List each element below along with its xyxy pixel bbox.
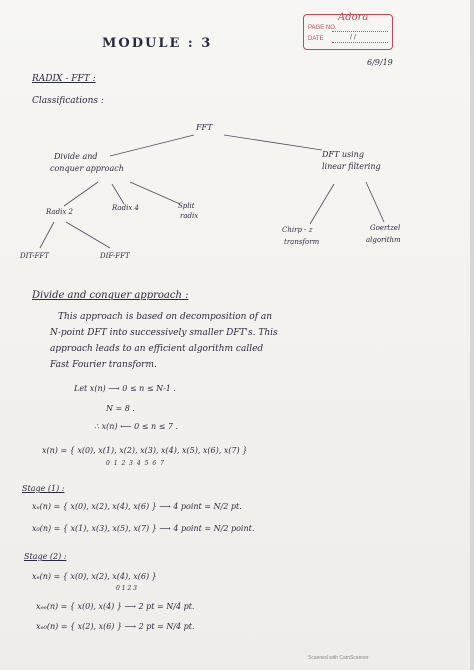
section-line-4: Fast Fourier transform. xyxy=(50,360,157,370)
section-line-3: approach leads to an efficient algorithm called xyxy=(50,344,264,354)
classifications-label: Classifications : xyxy=(32,96,104,106)
tree-dit: DIT-FFT xyxy=(20,252,49,260)
radix-heading: RADIX - FFT : xyxy=(32,74,96,84)
tree-root: FFT xyxy=(196,123,213,132)
section-line-2: N-point DFT into successively smaller DFT's. This xyxy=(50,328,278,338)
tree-goertzel-1: Goertzel xyxy=(370,224,401,232)
math-range: ∴ x(n) ⟵ 0 ≤ n ≤ 7 . xyxy=(94,422,179,431)
math-xn-indices: 0 1 2 3 4 5 6 7 xyxy=(106,460,165,467)
stage2-label: Stage (2) : xyxy=(24,552,67,561)
tree-right-2: linear filtering xyxy=(322,162,381,171)
math-xe2-indices: 0 1 2 3 xyxy=(116,585,137,592)
page-date: 6/9/19 xyxy=(367,58,393,67)
page-edge xyxy=(470,0,474,670)
scanner-watermark: Scanned with CamScanner xyxy=(308,655,369,661)
stamp-brand: Adora xyxy=(338,12,369,23)
tree-radix4: Radix 4 xyxy=(112,204,139,212)
tree-dif: DIF-FFT xyxy=(100,252,130,260)
math-n8: N = 8 . xyxy=(106,404,135,413)
math-xe: xₑ(n) = { x(0), x(2), x(4), x(6) } ⟶ 4 point = N/2 pt. xyxy=(32,502,242,511)
stage1-label: Stage (1) : xyxy=(22,484,65,493)
tree-split-1: Split xyxy=(178,202,195,210)
section-line-1: This approach is based on decomposition of an xyxy=(58,312,273,322)
tree-split-2: radix xyxy=(180,212,199,220)
math-xo: x₀(n) = { x(1), x(3), x(5), x(7) } ⟶ 4 point = N/2 point. xyxy=(32,524,255,533)
math-xeo: xₑ₀(n) = { x(2), x(6) } ⟶ 2 pt = N/4 pt. xyxy=(36,622,195,631)
math-xn: x(n) = { x(0), x(1), x(2), x(3), x(4), x(5), x(6), x(7) } xyxy=(42,446,248,455)
tree-left-1: Divide and xyxy=(54,152,98,161)
stamp-date-value: / / xyxy=(350,34,356,41)
math-xe2: xₑ(n) = { x(0), x(2), x(4), x(6) } xyxy=(32,572,157,581)
tree-radix2: Radix 2 xyxy=(46,208,73,216)
page-title: MODULE : 3 xyxy=(102,36,213,51)
tree-goertzel-2: algorithm xyxy=(366,236,401,244)
math-xee: xₑₑ(n) = { x(0), x(4) } ⟶ 2 pt = N/4 pt. xyxy=(36,602,195,611)
tree-chirp-2: transform xyxy=(284,238,320,246)
math-let: Let x(n) ⟶ 0 ≤ n ≤ N-1 . xyxy=(74,384,176,393)
section-heading: Divide and conquer approach : xyxy=(32,290,189,301)
tree-chirp-1: Chirp - z xyxy=(282,226,313,234)
tree-left-2: conquer approach xyxy=(50,164,124,173)
stamp-date-label: DATE xyxy=(308,36,324,42)
tree-connectors xyxy=(0,0,474,270)
tree-right-1: DFT using xyxy=(322,150,364,159)
stamp-page-label: PAGE NO. xyxy=(308,25,337,31)
